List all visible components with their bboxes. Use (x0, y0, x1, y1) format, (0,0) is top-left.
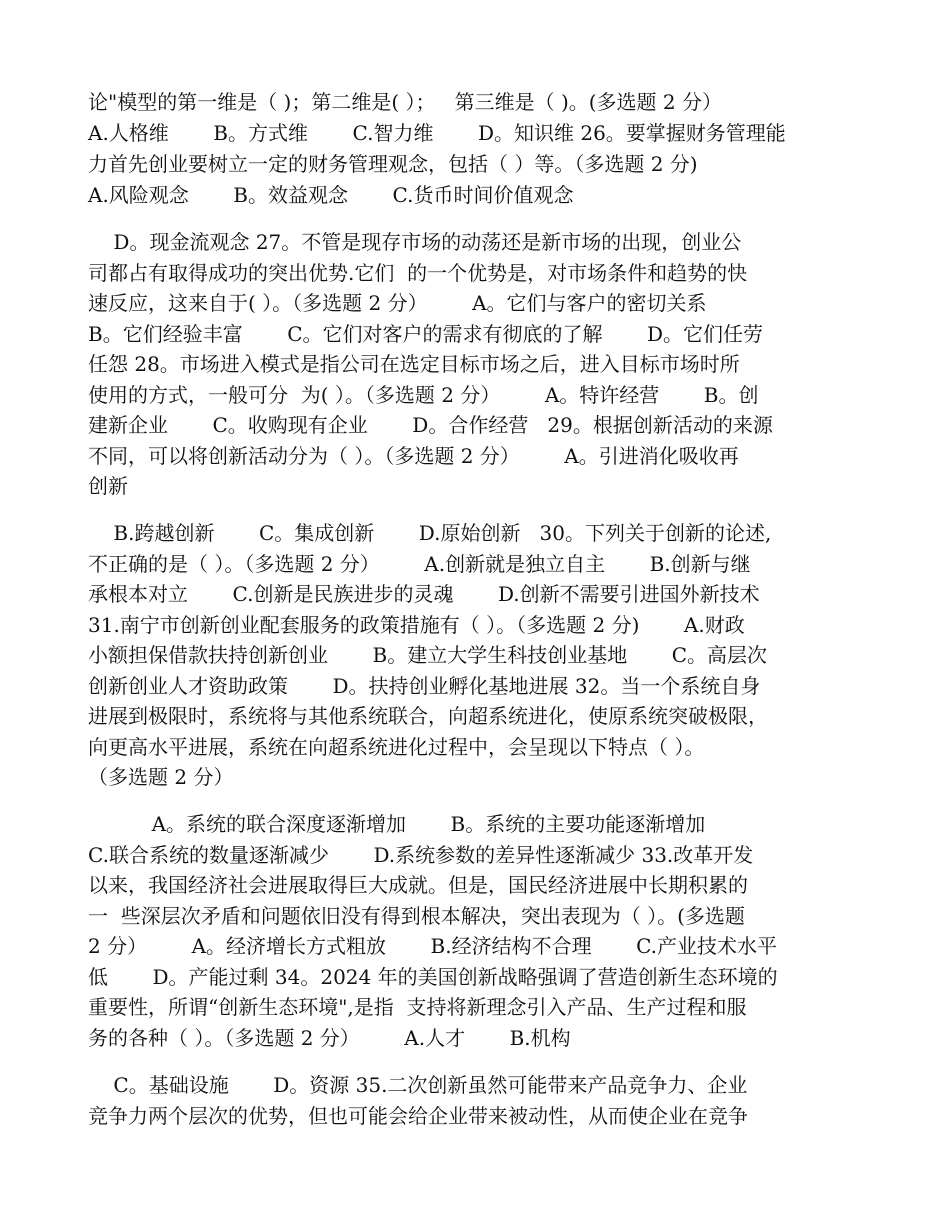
text-line: 力首先创业要树立一定的财务管理观念，包括（ ）等。（多选题 2 分) (88, 152, 698, 176)
text-line: 不正确的是（ ）。（多选题 2 分） A.创新就是独立自主 B.创新与继 (88, 552, 751, 576)
text-line: 31.南宁市创新创业配套服务的政策措施有（ ）。（多选题 2 分) A.财政 (88, 613, 745, 637)
text-line: 低 D。产能过剩 34。2024 年的美国创新战略强调了营造创新生态环境的 (88, 965, 778, 989)
text-line: 创新 (88, 474, 128, 498)
text-line: B。它们经验丰富 C。它们对客户的需求有彻底的了解 D。它们任劳 (88, 322, 764, 346)
text-line: A.风险观念 B。效益观念 C.货币时间价值观念 (88, 183, 574, 207)
text-line: 使用的方式，一般可分 为( ）。（多选题 2 分） A。特许经营 B。创 (88, 383, 759, 407)
text-line: D。现金流观念 27。不管是现存市场的动荡还是新市场的出现，创业公 (88, 230, 742, 254)
text-line: 小额担保借款扶持创新创业 B。建立大学生科技创业基地 C。高层次 (88, 643, 768, 667)
text-line: 一 些深层次矛盾和问题依旧没有得到根本解决，突出表现为（ ）。(多选题 (88, 904, 745, 928)
text-line: 以来，我国经济社会进展取得巨大成就。但是，国民经济进展中长期积累的 (88, 873, 748, 897)
text-line: 务的各种（ ）。（多选题 2 分） A.人才 B.机构 (88, 1026, 571, 1050)
text-line: A。系统的联合深度逐渐增加 B。系统的主要功能逐渐增加 (88, 812, 706, 836)
text-line: 任怨 28。市场进入模式是指公司在选定目标市场之后，进入目标市场时所 (88, 352, 740, 376)
text-line: C.联合系统的数量逐渐减少 D.系统参数的差异性逐渐减少 33.改革开发 (88, 843, 754, 867)
text-line: 创新创业人才资助政策 D。扶持创业孵化基地进展 32。当一个系统自身 (88, 674, 761, 698)
text-line: C。基础设施 D。资源 35.二次创新虽然可能带来产品竞争力、企业 (88, 1073, 748, 1097)
text-line: 不同，可以将创新活动分为（ ）。（多选题 2 分） A。引进消化吸收再 (88, 444, 739, 468)
text-line: B.跨越创新 C。集成创新 D.原始创新 30。下列关于创新的论述, (88, 521, 772, 545)
text-line: 向更高水平进展，系统在向超系统进化过程中，会呈现以下特点（ ）。 (88, 735, 705, 759)
text-line: 承根本对立 C.创新是民族进步的灵魂 D.创新不需要引进国外新技术 (88, 582, 760, 606)
text-line: 建新企业 C。收购现有企业 D。合作经营 29。根据创新活动的来源 (88, 413, 773, 437)
text-line: 速反应，这来自于( ）。（多选题 2 分） A。它们与客户的密切关系 (88, 291, 707, 315)
text-line: A.人格维 B。方式维 C.智力维 D。知识维 26。要掌握财务管理能 (88, 121, 786, 145)
text-line: 司都占有取得成功的突出优势.它们 的一个优势是，对市场条件和趋势的快 (88, 261, 748, 285)
text-line: 论"模型的第一维是（ )；第二维是( ）； 第三维是（ )。(多选题 2 分） (88, 90, 722, 114)
text-line: 进展到极限时，系统将与其他系统联合，向超系统进化，使原系统突破极限， (88, 704, 768, 728)
text-line: （多选题 2 分） (88, 765, 234, 789)
text-line: 重要性，所谓“创新生态环境",是指 支持将新理念引入产品、生产过程和服 (88, 995, 747, 1019)
text-line: 2 分） A。经济增长方式粗放 B.经济结构不合理 C.产业技术水平 (88, 934, 778, 958)
text-line: 竞争力两个层次的优势，但也可能会给企业带来被动性，从而使企业在竞争 (88, 1104, 748, 1128)
